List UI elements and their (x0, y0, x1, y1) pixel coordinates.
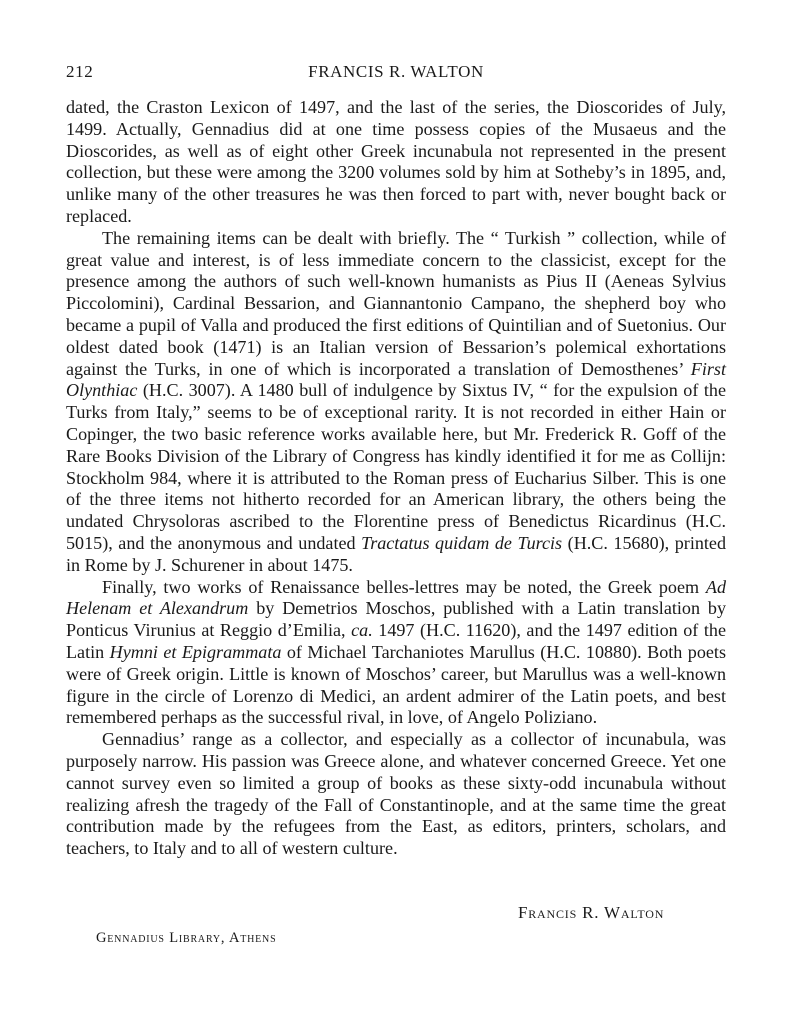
author-affiliation: Gennadius Library, Athens (96, 930, 277, 946)
italic-title: Ad Helenam et Alexandrum (66, 576, 726, 619)
text-run: 1497 (H.C. 11620), and the 1497 edition of the Latin (66, 620, 726, 662)
text-run: by Demetrios Moschos, published with a Latin translation by Ponticus Virunius at Reggio d’Emilia, (66, 598, 726, 641)
text-run: of Michael Tarchaniotes Marullus (H.C. 10880). Both poets were of Greek origin. Little is known of Moschos’ career, but Marullus was a well-known figure in the circle of Lorenzo di Medici, an ardent admirer of the Latin poets, and best remembered perhaps as the successful rival, in love, of Angelo Poliziano. (66, 641, 726, 728)
text-run: Finally, two works of Renaissance belles-lettres may be noted, the Greek poem (102, 576, 706, 597)
paragraph-4 (66, 729, 726, 860)
paragraph-3 (66, 577, 726, 730)
body-text (66, 97, 726, 860)
text-run: The remaining items can be dealt with briefly. The “ Turkish ” collection, while of great value and interest, is of less immediate concern to the classicist, except for the presence among the authors of such well-known humanists as Pius II (Aeneas Sylvius Piccolomini), Cardinal Bessarion, and Giannantonio Campano, the shepherd boy who became a pupil of Valla and produced the first editions of Quintilian and of Suetonius. Our oldest dated book (1471) is an Italian version of Bessarion’s polemical exhortations against the Turks, in one of which is incorporated a translation of Demosthenes’ (66, 227, 726, 379)
paragraph-2 (66, 228, 726, 577)
running-head: FRANCIS R. WALTON (308, 62, 484, 81)
page-number: 212 (66, 62, 94, 81)
text-run: (H.C. 3007). A 1480 bull of indulgence by Sixtus IV, “ for the expulsion of the Turks from Italy,” seems to be of exceptional rarity. It is not recorded in either Hain or Copinger, the two basic reference works available here, but Mr. Frederick R. Goff of the Rare Books Division of the Library of Congress has kindly identified it for me as Collijn: Stockholm 984, where it is attributed to the Roman press of Eucharius Silber. This is one of the three items not hitherto recorded for an American library, the others being the undated Chrysoloras ascribed to the Florentine press of Benedictus Ricardinus (H.C. 5015), and the anonymous and undated (66, 380, 726, 553)
author-signature: Francis R. Walton (518, 903, 665, 922)
italic-title: Hymni et Epigrammata (109, 641, 282, 662)
italic-title: First Olynthiac (66, 358, 726, 401)
italic-title: ca. (351, 620, 373, 641)
page-header (66, 62, 726, 86)
italic-title: Tractatus quidam de Turcis (361, 532, 563, 553)
text-run: Gennadius’ range as a collector, and especially as a collector of incunabula, was purposely narrow. His passion was Greece alone, and whatever concerned Greece. Yet one cannot survey even so limited a group of books as these sixty-odd incunabula without realizing afresh the tragedy of the Fall of Constantinople, and at the same time the great contribution made by the refugees from the East, as editors, printers, scholars, and teachers, to Italy and to all of western culture. (66, 729, 726, 859)
text-run: (H.C. 15680), printed in Rome by J. Schurener in about 1475. (66, 532, 727, 575)
text-run: dated, the Craston Lexicon of 1497, and the last of the series, the Dioscorides of July, 1499. Actually, Gennadius did at one time possess copies of the Musaeus and the Dioscorides, as well as of eight other Greek incunabula not represented in the present collection, but these were among the 3200 volumes sold by him at Sotheby’s in 1895, and, unlike many of the other treasures he was then forced to part with, never bought back or replaced. (66, 97, 726, 226)
paragraph-1 (66, 97, 726, 228)
